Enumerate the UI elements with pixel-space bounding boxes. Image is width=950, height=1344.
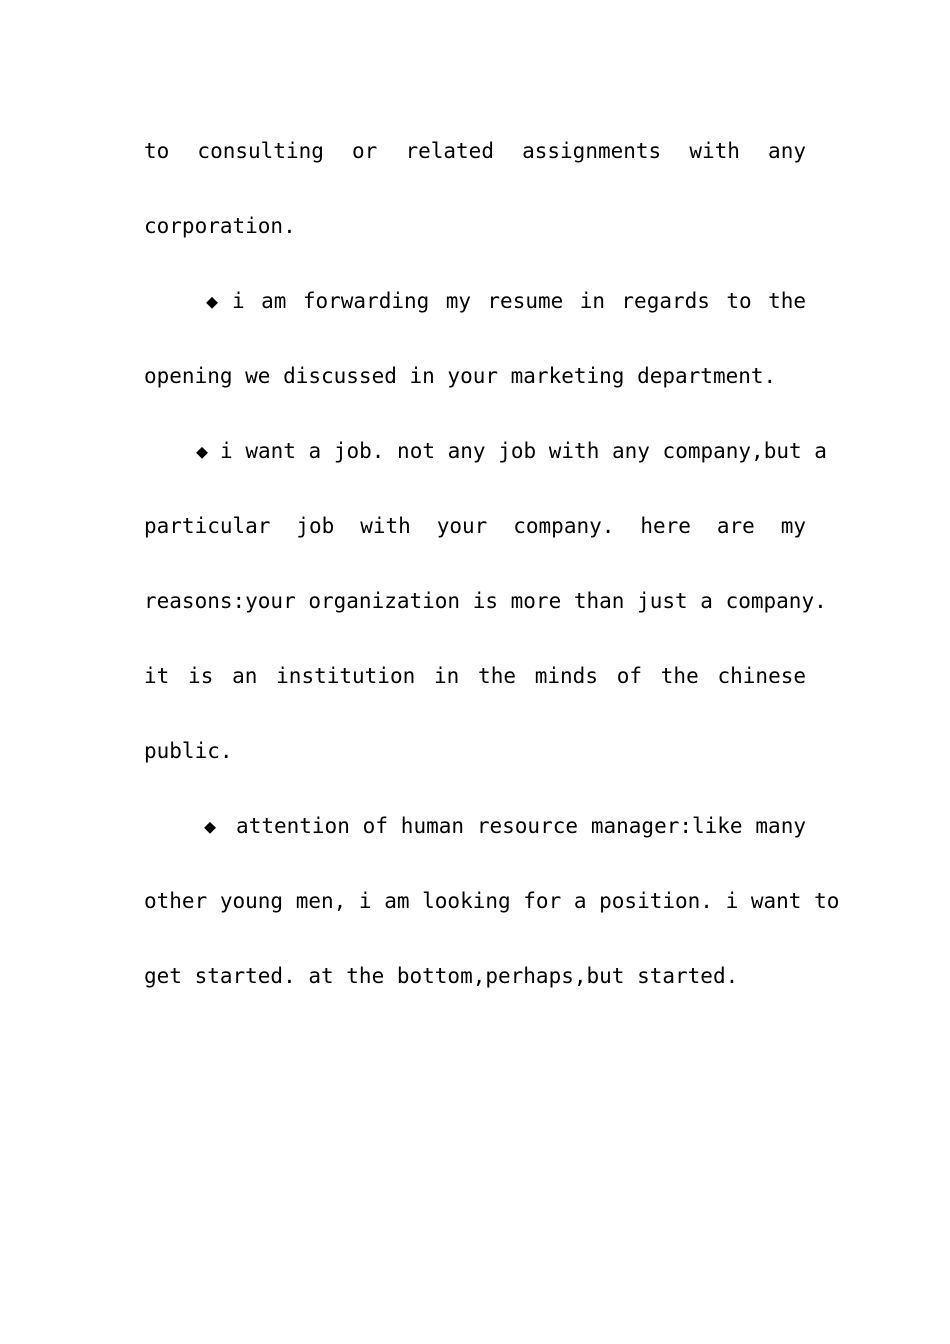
diamond-bullet-icon: ◆ [206,289,219,313]
paragraph-2-line-2: opening we discussed in your marketing department. [144,364,777,388]
paragraph-4-line-1-text: attention of human resource manager:like many [236,814,806,838]
paragraph-3-line-4: it is an institution in the minds of the chinese [144,664,806,688]
paragraph-3 [144,414,827,789]
paragraph-2 [144,264,806,414]
diamond-bullet-icon: ◆ [196,439,209,463]
paragraph-3-line-5: public. [144,739,233,763]
paragraph-4-line-3: get started. at the bottom,perhaps,but started. [144,964,739,988]
paragraph-2-line-1 [144,264,806,339]
paragraph-4 [144,789,840,1014]
paragraph-1 [144,114,806,264]
paragraph-4-line-1 [144,789,806,864]
paragraph-3-line-1-text: i want a job. not any job with any company,but a [220,439,827,463]
paragraph-3-line-3: reasons:your organization is more than just a company. [144,589,827,613]
paragraph-3-line-1 [144,414,827,489]
document-body [144,114,840,1014]
paragraph-1-line-2: corporation. [144,214,296,238]
paragraph-1-line-1: to consulting or related assignments with any [144,139,806,163]
paragraph-2-line-1-text: i am forwarding my resume in regards to the [232,289,806,313]
diamond-bullet-icon: ◆ [204,814,217,838]
paragraph-3-line-2: particular job with your company. here are my [144,514,806,538]
paragraph-4-line-2: other young men, i am looking for a position. i want to [144,889,840,913]
